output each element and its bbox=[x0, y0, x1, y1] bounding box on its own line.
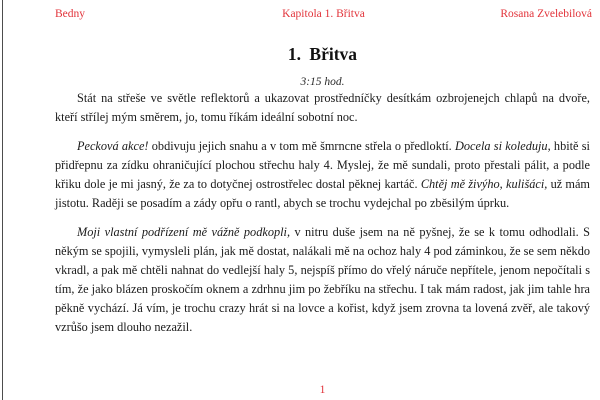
text-segment: hbitě si přidřepnu za zídku ohraničující plochou střechu haly 4. Myslej, že mě sundali, proto přestali pálit, a podle křiku dole je mi jasný, že za to dotyčnej ostrostřelec dostal pěknej kartáč. bbox=[55, 139, 590, 191]
paragraph bbox=[55, 223, 590, 337]
paragraph bbox=[55, 89, 590, 127]
page-number: 1 bbox=[319, 384, 326, 396]
chapter-subtitle: 3:15 hod. bbox=[300, 76, 345, 88]
header-book-title: Bedny bbox=[55, 8, 86, 20]
body-text bbox=[55, 89, 590, 347]
italic-segment: Pecková akce! bbox=[77, 139, 149, 153]
text-segment: v nitru duše jsem na ně pyšnej, že se k tomu odhodlali. S někým se spojili, vymysleli plán, jak mě dostat, nalákali mě na ochoz haly 4 pod záminkou, že se sem někdo vkradl, a pak mě chtěli nahnat do vedlejší haly 5, nejspíš přímo do vřelý náruče nepřítele, jenom nepočítali s tím, že jako blázen proskočím oknem a zdrhnu jim po žebříku na střechu. I tak mám radost, jak jim tahle hra pěkně vychází. Já vím, je trochu crazy hrát si na lovce a kořist, když jsem zrovna ta lovená zvěř, ale takový vzrůšo jsem dlouho nezažil. bbox=[55, 225, 590, 334]
italic-segment: Moji vlastní podřízení mě vážně podkopli, bbox=[77, 225, 291, 239]
paragraph bbox=[55, 137, 590, 213]
chapter-title: 1. Břitva bbox=[287, 44, 358, 64]
italic-segment: Docela si koleduju, bbox=[455, 139, 551, 153]
header-author-name: Rosana Zvelebilová bbox=[500, 8, 592, 20]
page-left-border bbox=[2, 0, 3, 400]
text-segment: Stát na střeše ve světle reflektorů a ukazovat prostředníčky desítkám ozbrojenejch chlapů na dvoře, kteří střílej mým směrem, jo, tomu říkám ideální sobotní noc. bbox=[55, 91, 590, 124]
page-footer bbox=[55, 384, 590, 396]
text-segment: obdivuju jejich snahu a v tom mě šmrncne střela o předloktí. bbox=[148, 139, 456, 153]
header-chapter-label: Kapitola 1. Břitva bbox=[282, 8, 365, 20]
running-header bbox=[55, 8, 592, 20]
text-segment: už mám jistotu. Raději se posadím a zády opřu o rantl, abych se trochu vydejchal po zběsilým úprku. bbox=[55, 177, 591, 210]
italic-segment: Chtěj mě živýho, kulišáci, bbox=[420, 177, 548, 191]
